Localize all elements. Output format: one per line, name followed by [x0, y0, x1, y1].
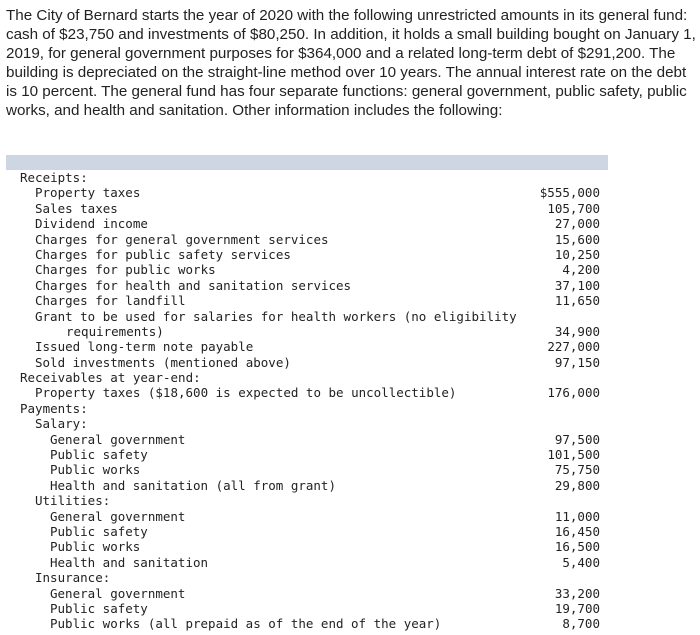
row-label: Charges for health and sanitation services — [35, 277, 352, 293]
table-row — [6, 462, 608, 477]
row-label: Public safety — [50, 447, 148, 463]
row-label: requirements) — [66, 323, 164, 339]
row-value: 10,250 — [554, 246, 600, 262]
row-label: General government — [50, 508, 186, 524]
row-value: 75,750 — [554, 462, 600, 478]
row-value: 97,500 — [554, 431, 600, 447]
table-row — [6, 247, 608, 262]
table-row — [6, 324, 608, 339]
row-value: 15,600 — [554, 231, 600, 247]
table-row — [6, 339, 608, 354]
row-label: Charges for public works — [35, 262, 216, 278]
table-row — [6, 170, 608, 185]
row-value: $555,000 — [539, 185, 600, 201]
row-label: Public works — [50, 539, 141, 555]
table-rows — [6, 170, 608, 632]
row-label: Property taxes — [35, 185, 141, 201]
table-row — [6, 185, 608, 200]
table-row — [6, 447, 608, 462]
row-label: Payments: — [20, 400, 88, 416]
table-row — [6, 478, 608, 493]
row-label: General government — [50, 585, 186, 601]
table-row — [6, 201, 608, 216]
table-row — [6, 232, 608, 247]
row-label: General government — [50, 431, 186, 447]
row-value: 105,700 — [547, 200, 600, 216]
row-value: 16,450 — [554, 523, 600, 539]
row-label: Public works (all prepaid as of the end of the year) — [50, 616, 442, 632]
row-label: Grant to be used for salaries for health workers (no eligibility — [35, 308, 517, 324]
row-label: Utilities: — [35, 493, 111, 509]
row-label: Sold investments (mentioned above) — [35, 354, 291, 370]
row-value: 19,700 — [554, 600, 600, 616]
row-value: 5,400 — [562, 554, 600, 570]
table-row — [6, 309, 608, 324]
row-value: 29,800 — [554, 477, 600, 493]
table-row — [6, 278, 608, 293]
table-row — [6, 601, 608, 616]
row-label: Health and sanitation (all from grant) — [50, 477, 336, 493]
row-label: Charges for landfill — [35, 293, 186, 309]
row-label: Public safety — [50, 600, 148, 616]
row-value: 97,150 — [554, 354, 600, 370]
table-row — [6, 524, 608, 539]
row-label: Public works — [50, 462, 141, 478]
row-value: 37,100 — [554, 277, 600, 293]
table-row — [6, 216, 608, 231]
row-value: 16,500 — [554, 539, 600, 555]
row-label: Receivables at year-end: — [20, 370, 201, 386]
table-row — [6, 555, 608, 570]
table-row — [6, 586, 608, 601]
row-label: Public safety — [50, 523, 148, 539]
row-value: 176,000 — [547, 385, 600, 401]
row-label: Property taxes ($18,600 is expected to be uncollectible) — [35, 385, 457, 401]
table-row — [6, 262, 608, 277]
row-label: Salary: — [35, 416, 88, 432]
table-row — [6, 493, 608, 508]
row-value: 101,500 — [547, 447, 600, 463]
row-value: 34,900 — [554, 323, 600, 339]
row-value: 4,200 — [562, 262, 600, 278]
row-label: Charges for general government services — [35, 231, 329, 247]
row-label: Health and sanitation — [50, 554, 209, 570]
table-header-band — [6, 155, 608, 170]
row-label: Insurance: — [35, 570, 111, 586]
row-value: 11,650 — [554, 293, 600, 309]
data-table — [6, 155, 608, 635]
row-value: 33,200 — [554, 585, 600, 601]
table-row — [6, 401, 608, 416]
problem-intro: The City of Bernard starts the year of 2020 with the following unrestricted amounts in its general fund: cash of $23,750 and investments of $80,250. In addition, it holds a small building bought on January 1, 2019, for general government purposes for $364,000 and a related long-term debt of $291,200. The building is depreciated on the straight-line method over 10 years. The annual interest rate on the debt is 10 percent. The general fund has four separate functions: general government, public safety, public works, and health and sanitation. Other information includes the following: — [6, 7, 696, 119]
table-row — [6, 539, 608, 554]
table-row — [6, 616, 608, 631]
table-row — [6, 293, 608, 308]
row-value: 27,000 — [554, 216, 600, 232]
table-row — [6, 416, 608, 431]
row-label: Receipts: — [20, 170, 88, 185]
table-row — [6, 370, 608, 385]
table-row — [6, 432, 608, 447]
row-label: Charges for public safety services — [35, 246, 291, 262]
row-value: 8,700 — [562, 616, 600, 632]
row-label: Issued long-term note payable — [35, 339, 254, 355]
table-row — [6, 509, 608, 524]
table-row — [6, 355, 608, 370]
row-value: 11,000 — [554, 508, 600, 524]
table-row — [6, 385, 608, 400]
row-value: 227,000 — [547, 339, 600, 355]
row-label: Dividend income — [35, 216, 148, 232]
table-row — [6, 570, 608, 585]
row-label: Sales taxes — [35, 200, 118, 216]
